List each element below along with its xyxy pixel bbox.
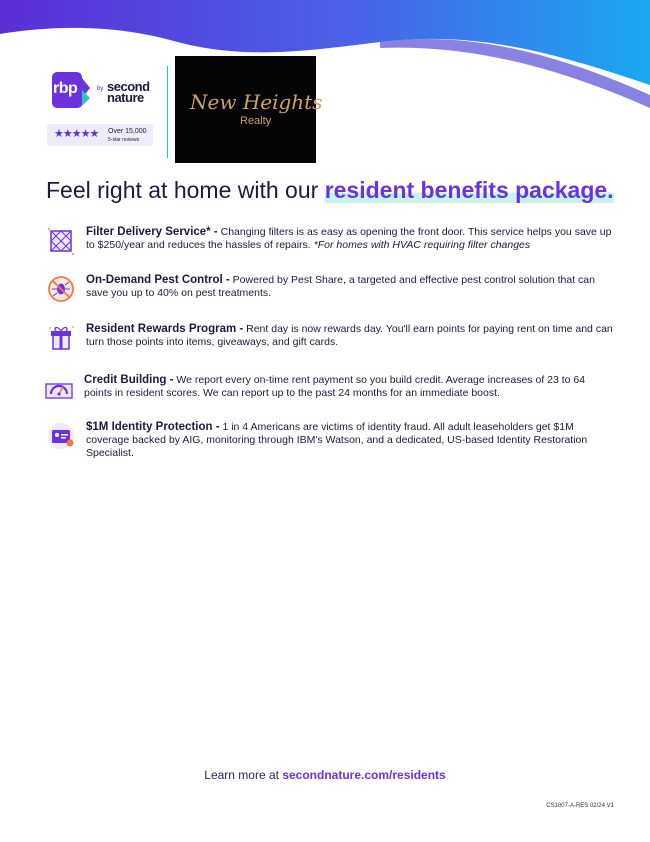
- gift-icon: [46, 323, 76, 353]
- benefit-footnote: *For homes with HVAC requiring filter changes: [313, 239, 531, 251]
- benefit-title: Resident Rewards Program -: [86, 323, 244, 335]
- learn-more-link[interactable]: secondnature.com/residents: [282, 768, 446, 782]
- partner-logo-word: Realty: [240, 115, 272, 127]
- benefit-description: Powered by Pest Share, a targeted and effective pest control solution that can save you up to 40% on pest treatments.: [86, 274, 595, 299]
- rbp-wordmark: rbp: [53, 80, 78, 97]
- five-stars-icon: ★★★★★: [54, 128, 99, 140]
- headline-highlight: resident benefits package.: [324, 177, 614, 203]
- benefit-title: $1M Identity Protection -: [86, 421, 220, 433]
- logo-divider: [167, 66, 168, 158]
- partner-logo-script: New Heights: [190, 90, 323, 114]
- filter-icon: [46, 226, 76, 256]
- pest-icon: [46, 274, 76, 304]
- page-headline: [46, 177, 614, 204]
- learn-more-label: Learn more at: [204, 768, 283, 782]
- benefit-title: Filter Delivery Service* -: [86, 226, 218, 238]
- reviews-count: Over 15,000: [108, 128, 147, 135]
- reviews-subtitle: 5-star reviews: [108, 137, 140, 143]
- benefit-description: 1 in 4 Americans are victims of identity fraud. All adult leaseholders get $1M coverage backed by AIG, monitoring through IBM's Watson, and a dedicated, US-based Identity Restoration Specialist.: [86, 421, 588, 459]
- benefit-description: Changing filters is as easy as opening the front door. This service helps you save up to $250/year and reduces the hassles of repairs.: [86, 226, 612, 251]
- benefit-title: On-Demand Pest Control -: [86, 274, 230, 286]
- credit-gauge-icon: [44, 374, 74, 404]
- benefit-title: Credit Building -: [84, 374, 174, 386]
- headline-prefix: Feel right at home with our: [46, 177, 325, 203]
- identity-card-icon: [46, 421, 76, 451]
- header-wave: [0, 0, 650, 110]
- by-label: by: [97, 86, 104, 92]
- second-nature-logo: second nature: [107, 79, 150, 105]
- benefit-description: We report every on-time rent payment so you build credit. Average increases of 23 to 64 points in resident scores. We can report up to the past 24 months for an immediate boost.: [84, 374, 586, 399]
- benefit-description: Rent day is now rewards day. You'll earn points for paying rent on time and can turn those points into items, giveaways, and gift cards.: [86, 323, 613, 348]
- document-code: CS1007-A-RES 02/24 V1: [546, 803, 614, 809]
- learn-more-footer: [0, 768, 650, 782]
